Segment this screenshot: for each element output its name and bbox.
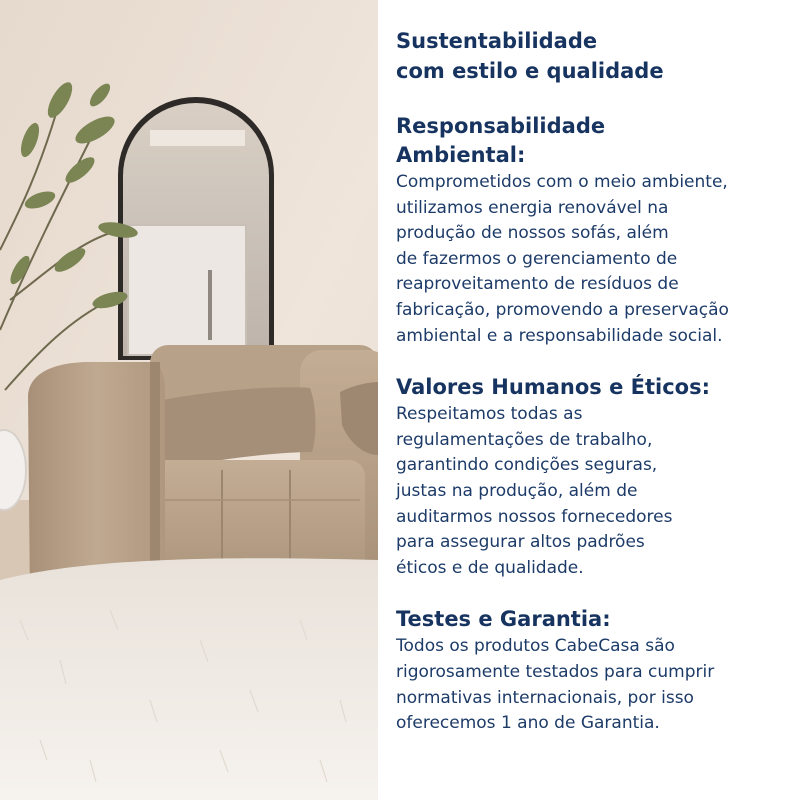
- headline: Sustentabilidade com estilo e qualidade: [396, 29, 664, 83]
- sofa-photo: [0, 0, 378, 800]
- shag-rug: [0, 558, 378, 800]
- section-title: Testes e Garantia:: [396, 607, 611, 632]
- section-body: Todos os produtos CabeCasa são rigorosamente testados para cumprir normativas internacionais, por isso oferecemos 1 ano de Garantia.: [396, 636, 715, 734]
- section-ethics: [396, 373, 788, 581]
- info-column: [396, 26, 788, 737]
- section-body: Comprometidos com o meio ambiente, utilizamos energia renovável na produção de nossos sofás, além de fazermos o gerenciamento de reaproveitamento de resíduos de fabricação, promovendo a preservação ambiental e a responsabilidade social.: [396, 172, 729, 346]
- section-warranty: [396, 605, 788, 736]
- section-body: Respeitamos todas as regulamentações de trabalho, garantindo condições seguras, justas na produção, além de auditarmos nossos fornecedores para assegurar altos padrões éticos e de qualidade.: [396, 404, 673, 578]
- section-environmental: [396, 112, 788, 349]
- section-title: Valores Humanos e Éticos:: [396, 375, 710, 400]
- arched-mirror: [118, 97, 274, 360]
- section-title: Responsabilidade Ambiental:: [396, 114, 606, 167]
